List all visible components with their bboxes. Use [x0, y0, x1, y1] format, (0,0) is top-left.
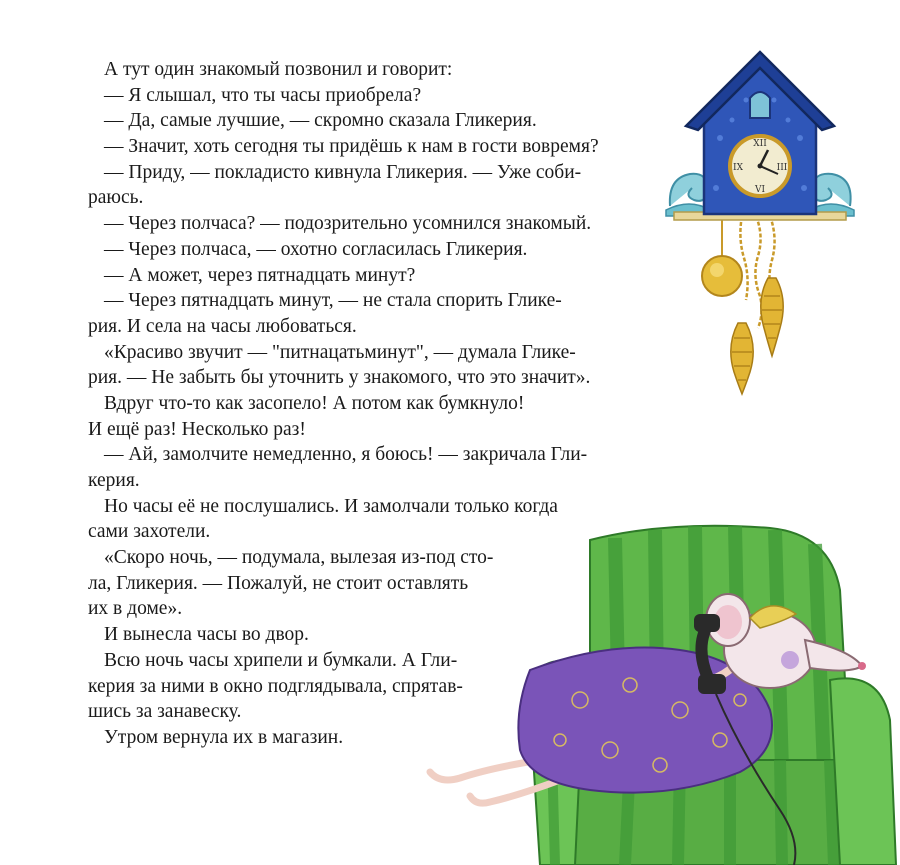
story-line: рия. И села на часы любоваться.	[88, 315, 357, 337]
story-line: — Ай, замолчите немедленно, я боюсь! — закричала Гли-	[104, 444, 588, 466]
story-line: Утром вернула их в магазин.	[104, 726, 344, 748]
story-line: А тут один знакомый позвонил и говорит:	[104, 59, 453, 80]
story-line: — Я слышал, что ты часы приобрела?	[104, 84, 422, 106]
story-line: керия за ними в окно подглядывала, спрятав-	[88, 675, 463, 697]
story-line: раюсь.	[88, 187, 144, 209]
story-line: — А может, через пятнадцать минут?	[104, 264, 416, 286]
svg-text:IX: IX	[733, 163, 743, 173]
story-line: — Через полчаса? — подозрительно усомнился знакомый.	[104, 213, 592, 235]
story-line: их в доме».	[88, 598, 183, 620]
cuckoo-clock-icon	[660, 38, 860, 398]
story-line: Вдруг что-то как засопело! А потом как бумкнуло!	[104, 392, 525, 414]
story-line: рия. — Не забыть бы уточнить у знакомого, что это значит».	[88, 367, 591, 389]
story-line: — Через пятнадцать минут, — не стала спорить Глике-	[104, 290, 562, 312]
svg-text:III: III	[776, 163, 788, 173]
story-line: «Красиво звучит — "питнацатьминут", — думала Глике-	[104, 341, 576, 363]
story-line: Но часы её не послушались. И замолчали только когда	[104, 495, 558, 517]
story-line: сами захотели.	[88, 521, 211, 543]
story-line: — Через полчаса, — охотно согласилась Гликерия.	[104, 238, 528, 260]
story-line: — Приду, — покладисто кивнула Гликерия. — Уже соби-	[104, 161, 582, 183]
story-line: И вынесла часы во двор.	[104, 624, 309, 646]
svg-text:VI: VI	[754, 185, 766, 195]
story-line: керия.	[88, 470, 140, 491]
story-line: — Значит, хоть сегодня ты придёшь к нам в гости вовремя?	[104, 136, 599, 158]
story-line: ла, Гликерия. — Пожалуй, не стоит оставлять	[88, 572, 469, 594]
story-line: — Да, самые лучшие, — скромно сказала Гликерия.	[104, 110, 537, 132]
story-line: шись за занавеску.	[88, 701, 242, 723]
story-line: «Скоро ночь, — подумала, вылезая из-под сто-	[104, 547, 494, 569]
story-line: Всю ночь часы хрипели и бумкали. А Гли-	[104, 649, 458, 671]
story-line: И ещё раз! Несколько раз!	[88, 418, 306, 440]
svg-text:XII: XII	[753, 139, 767, 149]
mouse-on-armchair-icon	[410, 510, 900, 865]
